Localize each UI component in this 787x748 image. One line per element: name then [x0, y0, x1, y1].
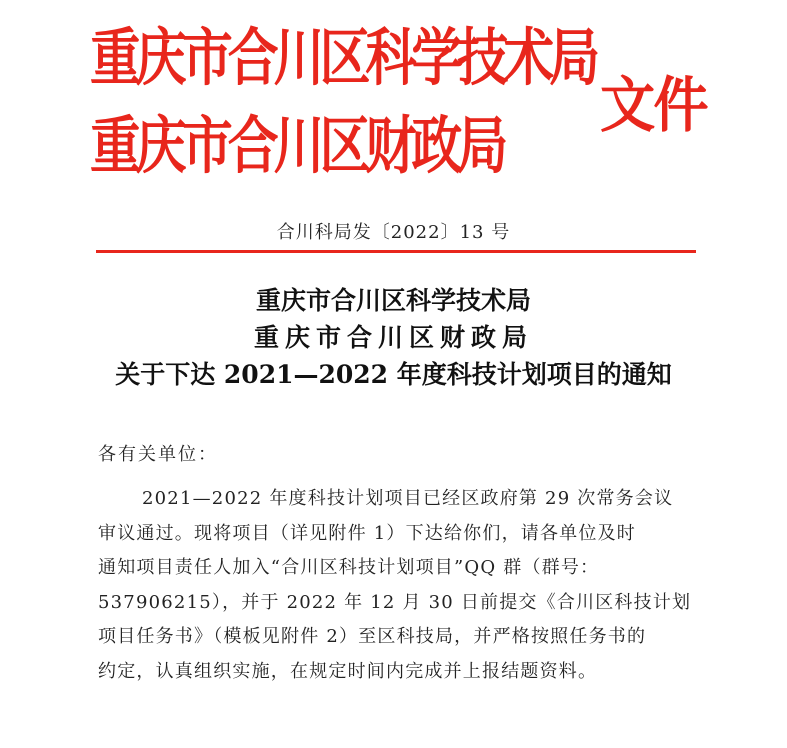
body-line-4: 537906215），并于 2022 年 12 月 30 日前提交《合川区科技计划: [98, 591, 692, 613]
document-number: 合川科局发〔2022〕13 号: [276, 222, 511, 243]
body-line-2: 审议通过。现将项目（详见附件 1）下达给你们，请各单位及时: [98, 522, 636, 544]
body-line-5: 项目任务书》（模板见附件 2）至区科技局，并严格按照任务书的: [98, 626, 647, 647]
red-divider-line: [96, 250, 696, 253]
title-line-2: 重庆市合川区财政局: [253, 323, 533, 352]
salutation: 各有关单位：: [98, 444, 218, 465]
document-header-suffix: 文件: [600, 71, 707, 141]
document-title: [0, 282, 787, 393]
agency-name-finance-bureau: 重庆市合川区财政局: [90, 109, 504, 182]
title-line-1: 重庆市合川区科学技术局: [255, 286, 531, 315]
title-line-3: 关于下达 2021—2022 年度科技计划项目的通知: [115, 360, 672, 389]
body-line-1: 2021—2022 年度科技计划项目已经区政府第 29 次常务会议: [142, 488, 674, 509]
body-paragraph: [98, 482, 698, 689]
issuing-agencies: [90, 14, 596, 190]
body-line-6: 约定，认真组织实施，在规定时间内完成并上报结题资料。: [98, 660, 598, 682]
body-line-3: 通知项目责任人加入“合川区科技计划项目”QQ 群（群号：: [98, 557, 600, 578]
agency-name-science-bureau: 重庆市合川区科学技术局: [90, 21, 596, 94]
